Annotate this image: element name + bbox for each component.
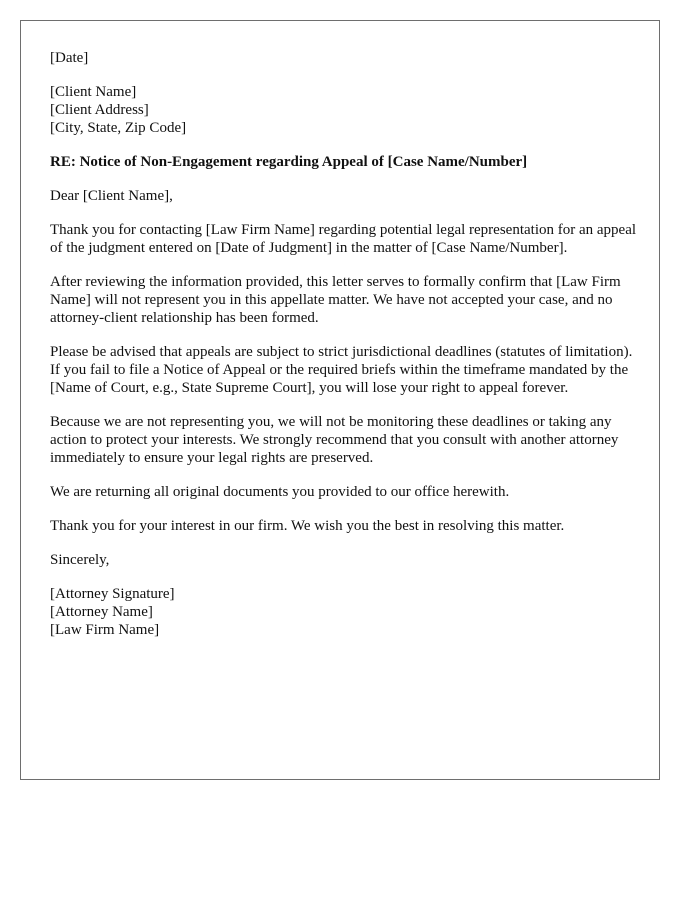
letter-body	[50, 49, 640, 655]
paragraph-non-representation: After reviewing the information provided, this letter serves to formally confirm that [Law Firm Name] will not represent you in this appellate matter. We have not accepted your case, and no attorney-client relationship has been formed.	[50, 274, 621, 326]
date-line: [Date]	[50, 50, 89, 66]
subject-line: RE: Notice of Non-Engagement regarding Appeal of [Case Name/Number]	[50, 154, 528, 170]
paragraph-recommendation: Because we are not representing you, we will not be monitoring these deadlines or taking any action to protect your interests. We strongly recommend that you consult with another attorney immediately to ensure your legal rights are preserved.	[50, 414, 619, 466]
firm-name: [Law Firm Name]	[50, 622, 160, 638]
paragraph-thanks: Thank you for your interest in our firm. We wish you the best in resolving this matter.	[50, 518, 565, 534]
recipient-name: [Client Name]	[50, 84, 137, 100]
paragraph-documents-returned: We are returning all original documents you provided to our office herewith.	[50, 484, 510, 500]
signature-block	[50, 585, 640, 639]
recipient-address: [Client Address]	[50, 102, 149, 118]
paragraph-inquiry: Thank you for contacting [Law Firm Name] regarding potential legal representation for an appeal of the judgment entered on [Date of Judgment] in the matter of [Case Name/Number].	[50, 222, 637, 256]
salutation: Dear [Client Name],	[50, 188, 173, 204]
signature-line: [Attorney Signature]	[50, 586, 175, 602]
recipient-block	[50, 83, 640, 137]
attorney-name: [Attorney Name]	[50, 604, 153, 620]
letter-page	[20, 20, 660, 780]
closing: Sincerely,	[50, 552, 110, 568]
paragraph-deadlines-warning: Please be advised that appeals are subject to strict jurisdictional deadlines (statutes of limitation). If you fail to file a Notice of Appeal or the required briefs within the timeframe mandated by the [Name of Court, e.g., State Supreme Court], you will lose your right to appeal forever.	[50, 344, 633, 396]
recipient-city-state-zip: [City, State, Zip Code]	[50, 120, 187, 136]
